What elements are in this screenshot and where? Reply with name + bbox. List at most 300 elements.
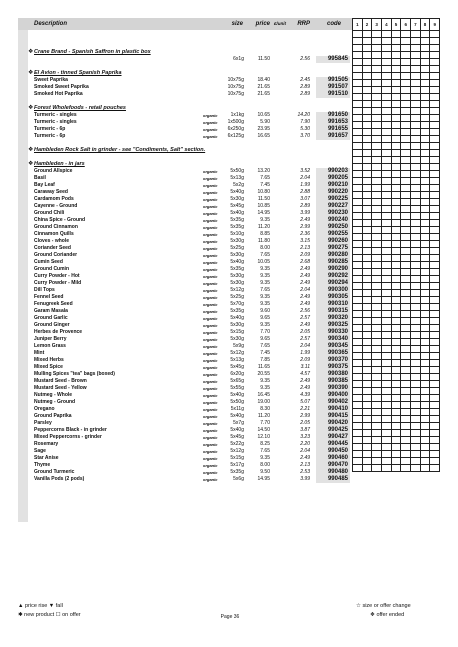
order-quantity-box[interactable] xyxy=(372,458,382,465)
order-quantity-box[interactable] xyxy=(401,157,411,164)
order-quantity-box[interactable] xyxy=(382,38,392,45)
order-quantity-box[interactable] xyxy=(401,31,411,38)
order-quantity-box[interactable] xyxy=(421,430,431,437)
order-quantity-box[interactable] xyxy=(392,80,402,87)
order-quantity-box[interactable] xyxy=(363,220,373,227)
order-quantity-box[interactable] xyxy=(392,87,402,94)
order-quantity-box[interactable] xyxy=(392,66,402,73)
order-quantity-box[interactable] xyxy=(363,178,373,185)
order-quantity-box[interactable] xyxy=(411,150,421,157)
order-quantity-box[interactable] xyxy=(392,73,402,80)
order-quantity-box[interactable] xyxy=(392,59,402,66)
order-quantity-box[interactable] xyxy=(372,52,382,59)
order-quantity-box[interactable] xyxy=(363,290,373,297)
order-quantity-box[interactable] xyxy=(382,150,392,157)
order-quantity-box[interactable] xyxy=(430,262,440,269)
order-quantity-box[interactable] xyxy=(372,192,382,199)
order-quantity-box[interactable] xyxy=(382,416,392,423)
order-quantity-box[interactable] xyxy=(382,101,392,108)
order-quantity-box[interactable] xyxy=(392,206,402,213)
order-quantity-box[interactable] xyxy=(392,52,402,59)
order-quantity-box[interactable] xyxy=(382,115,392,122)
order-quantity-box[interactable] xyxy=(421,276,431,283)
order-quantity-box[interactable] xyxy=(372,185,382,192)
order-quantity-box[interactable] xyxy=(411,465,421,472)
order-quantity-box[interactable] xyxy=(392,367,402,374)
order-quantity-box[interactable] xyxy=(363,255,373,262)
order-quantity-box[interactable] xyxy=(382,178,392,185)
order-quantity-box[interactable] xyxy=(401,52,411,59)
order-quantity-box[interactable] xyxy=(392,388,402,395)
order-quantity-box[interactable] xyxy=(421,192,431,199)
order-quantity-box[interactable] xyxy=(411,80,421,87)
order-quantity-box[interactable] xyxy=(382,94,392,101)
order-quantity-box[interactable] xyxy=(382,465,392,472)
order-quantity-box[interactable] xyxy=(401,234,411,241)
order-quantity-box[interactable] xyxy=(401,388,411,395)
order-quantity-box[interactable] xyxy=(421,227,431,234)
order-quantity-box[interactable] xyxy=(363,52,373,59)
order-quantity-box[interactable] xyxy=(430,381,440,388)
order-quantity-box[interactable] xyxy=(411,185,421,192)
order-quantity-box[interactable] xyxy=(372,101,382,108)
order-quantity-box[interactable] xyxy=(363,430,373,437)
order-quantity-box[interactable] xyxy=(411,87,421,94)
order-quantity-box[interactable] xyxy=(363,381,373,388)
order-quantity-box[interactable] xyxy=(401,290,411,297)
order-quantity-box[interactable] xyxy=(392,248,402,255)
order-quantity-box[interactable] xyxy=(411,157,421,164)
order-quantity-box[interactable] xyxy=(401,255,411,262)
order-quantity-box[interactable] xyxy=(421,283,431,290)
order-quantity-box[interactable] xyxy=(411,276,421,283)
order-quantity-box[interactable] xyxy=(430,59,440,66)
order-quantity-box[interactable] xyxy=(363,108,373,115)
order-quantity-box[interactable] xyxy=(382,311,392,318)
order-quantity-box[interactable] xyxy=(411,444,421,451)
order-quantity-box[interactable] xyxy=(411,213,421,220)
order-quantity-box[interactable] xyxy=(421,38,431,45)
order-quantity-box[interactable] xyxy=(421,353,431,360)
order-quantity-box[interactable] xyxy=(411,332,421,339)
order-quantity-box[interactable] xyxy=(411,409,421,416)
order-quantity-box[interactable] xyxy=(411,339,421,346)
order-quantity-box[interactable] xyxy=(382,360,392,367)
order-quantity-box[interactable] xyxy=(392,31,402,38)
order-quantity-box[interactable] xyxy=(382,423,392,430)
order-quantity-box[interactable] xyxy=(411,360,421,367)
order-quantity-box[interactable] xyxy=(372,108,382,115)
order-quantity-box[interactable] xyxy=(430,38,440,45)
order-quantity-box[interactable] xyxy=(411,255,421,262)
order-quantity-box[interactable] xyxy=(401,395,411,402)
order-quantity-box[interactable] xyxy=(430,192,440,199)
order-quantity-box[interactable] xyxy=(401,409,411,416)
order-quantity-box[interactable] xyxy=(421,241,431,248)
order-quantity-box[interactable] xyxy=(411,31,421,38)
order-quantity-box[interactable] xyxy=(372,73,382,80)
order-quantity-box[interactable] xyxy=(401,451,411,458)
order-quantity-box[interactable] xyxy=(372,213,382,220)
order-quantity-box[interactable] xyxy=(372,164,382,171)
order-quantity-box[interactable] xyxy=(430,416,440,423)
order-quantity-box[interactable] xyxy=(421,122,431,129)
order-quantity-box[interactable] xyxy=(411,423,421,430)
order-quantity-box[interactable] xyxy=(392,178,402,185)
order-quantity-box[interactable] xyxy=(421,451,431,458)
order-quantity-box[interactable] xyxy=(401,339,411,346)
order-quantity-box[interactable] xyxy=(421,185,431,192)
order-quantity-box[interactable] xyxy=(372,332,382,339)
order-quantity-box[interactable] xyxy=(421,199,431,206)
order-quantity-box[interactable] xyxy=(421,80,431,87)
order-quantity-box[interactable] xyxy=(392,45,402,52)
order-quantity-box[interactable] xyxy=(392,381,402,388)
order-quantity-box[interactable] xyxy=(382,346,392,353)
order-quantity-box[interactable] xyxy=(411,248,421,255)
order-quantity-box[interactable] xyxy=(382,122,392,129)
order-quantity-box[interactable] xyxy=(430,157,440,164)
order-quantity-box[interactable] xyxy=(363,87,373,94)
order-quantity-box[interactable] xyxy=(401,318,411,325)
order-quantity-box[interactable] xyxy=(421,416,431,423)
order-quantity-box[interactable] xyxy=(421,360,431,367)
order-quantity-box[interactable] xyxy=(411,269,421,276)
order-quantity-box[interactable] xyxy=(382,136,392,143)
order-quantity-box[interactable] xyxy=(363,276,373,283)
order-quantity-box[interactable] xyxy=(372,136,382,143)
order-quantity-box[interactable] xyxy=(382,353,392,360)
order-quantity-box[interactable] xyxy=(430,444,440,451)
order-quantity-box[interactable] xyxy=(392,269,402,276)
order-quantity-box[interactable] xyxy=(411,262,421,269)
order-quantity-box[interactable] xyxy=(363,374,373,381)
order-quantity-box[interactable] xyxy=(363,31,373,38)
order-quantity-box[interactable] xyxy=(392,444,402,451)
order-quantity-box[interactable] xyxy=(401,115,411,122)
order-quantity-box[interactable] xyxy=(411,101,421,108)
order-quantity-box[interactable] xyxy=(372,199,382,206)
order-quantity-box[interactable] xyxy=(421,164,431,171)
order-quantity-box[interactable] xyxy=(421,73,431,80)
order-quantity-box[interactable] xyxy=(382,409,392,416)
order-quantity-box[interactable] xyxy=(363,409,373,416)
order-quantity-box[interactable] xyxy=(401,101,411,108)
order-quantity-box[interactable] xyxy=(372,129,382,136)
order-quantity-box[interactable] xyxy=(401,150,411,157)
order-quantity-box[interactable] xyxy=(372,115,382,122)
order-quantity-box[interactable] xyxy=(363,38,373,45)
order-quantity-box[interactable] xyxy=(421,255,431,262)
order-quantity-box[interactable] xyxy=(392,122,402,129)
order-quantity-box[interactable] xyxy=(430,283,440,290)
order-quantity-box[interactable] xyxy=(382,241,392,248)
order-quantity-box[interactable] xyxy=(382,66,392,73)
order-quantity-box[interactable] xyxy=(401,346,411,353)
order-quantity-box[interactable] xyxy=(421,465,431,472)
order-quantity-box[interactable] xyxy=(411,458,421,465)
order-quantity-box[interactable] xyxy=(421,108,431,115)
order-quantity-box[interactable] xyxy=(411,45,421,52)
order-quantity-box[interactable] xyxy=(392,423,402,430)
order-quantity-box[interactable] xyxy=(392,353,402,360)
order-quantity-box[interactable] xyxy=(430,115,440,122)
order-quantity-box[interactable] xyxy=(363,66,373,73)
order-quantity-box[interactable] xyxy=(430,430,440,437)
order-quantity-box[interactable] xyxy=(401,262,411,269)
order-quantity-box[interactable] xyxy=(430,199,440,206)
order-quantity-box[interactable] xyxy=(430,346,440,353)
order-quantity-box[interactable] xyxy=(401,402,411,409)
order-quantity-box[interactable] xyxy=(411,451,421,458)
order-quantity-box[interactable] xyxy=(363,115,373,122)
order-quantity-box[interactable] xyxy=(430,465,440,472)
order-quantity-box[interactable] xyxy=(363,395,373,402)
order-quantity-box[interactable] xyxy=(363,465,373,472)
order-quantity-box[interactable] xyxy=(372,171,382,178)
order-quantity-box[interactable] xyxy=(430,213,440,220)
order-quantity-box[interactable] xyxy=(382,325,392,332)
order-quantity-box[interactable] xyxy=(382,206,392,213)
order-quantity-box[interactable] xyxy=(421,458,431,465)
order-quantity-box[interactable] xyxy=(421,381,431,388)
order-quantity-box[interactable] xyxy=(363,402,373,409)
order-quantity-box[interactable] xyxy=(430,94,440,101)
order-quantity-box[interactable] xyxy=(363,346,373,353)
order-quantity-box[interactable] xyxy=(382,374,392,381)
order-quantity-box[interactable] xyxy=(401,94,411,101)
order-quantity-box[interactable] xyxy=(421,297,431,304)
order-quantity-box[interactable] xyxy=(401,66,411,73)
order-quantity-box[interactable] xyxy=(430,339,440,346)
order-quantity-box[interactable] xyxy=(363,444,373,451)
order-quantity-box[interactable] xyxy=(363,458,373,465)
order-quantity-box[interactable] xyxy=(372,374,382,381)
order-quantity-box[interactable] xyxy=(392,136,402,143)
order-quantity-box[interactable] xyxy=(421,290,431,297)
order-quantity-box[interactable] xyxy=(401,465,411,472)
order-quantity-box[interactable] xyxy=(372,262,382,269)
order-quantity-box[interactable] xyxy=(392,451,402,458)
order-quantity-box[interactable] xyxy=(392,437,402,444)
order-quantity-box[interactable] xyxy=(372,318,382,325)
order-quantity-box[interactable] xyxy=(421,395,431,402)
order-quantity-box[interactable] xyxy=(372,423,382,430)
order-quantity-box[interactable] xyxy=(372,122,382,129)
order-quantity-box[interactable] xyxy=(411,234,421,241)
order-quantity-box[interactable] xyxy=(430,234,440,241)
order-quantity-box[interactable] xyxy=(382,73,392,80)
order-quantity-box[interactable] xyxy=(411,346,421,353)
order-quantity-box[interactable] xyxy=(382,262,392,269)
order-quantity-box[interactable] xyxy=(430,171,440,178)
order-quantity-box[interactable] xyxy=(411,38,421,45)
order-quantity-box[interactable] xyxy=(430,360,440,367)
order-quantity-box[interactable] xyxy=(421,171,431,178)
order-quantity-box[interactable] xyxy=(401,325,411,332)
order-quantity-box[interactable] xyxy=(421,136,431,143)
order-quantity-box[interactable] xyxy=(401,185,411,192)
order-quantity-box[interactable] xyxy=(363,59,373,66)
order-quantity-box[interactable] xyxy=(421,129,431,136)
order-quantity-box[interactable] xyxy=(382,381,392,388)
order-quantity-box[interactable] xyxy=(363,388,373,395)
order-quantity-box[interactable] xyxy=(430,353,440,360)
order-quantity-box[interactable] xyxy=(421,332,431,339)
order-quantity-box[interactable] xyxy=(372,304,382,311)
order-quantity-box[interactable] xyxy=(392,192,402,199)
order-quantity-box[interactable] xyxy=(363,283,373,290)
order-quantity-box[interactable] xyxy=(430,269,440,276)
order-quantity-box[interactable] xyxy=(421,143,431,150)
order-quantity-box[interactable] xyxy=(411,318,421,325)
order-quantity-box[interactable] xyxy=(372,143,382,150)
order-quantity-box[interactable] xyxy=(401,38,411,45)
order-quantity-box[interactable] xyxy=(392,101,402,108)
order-quantity-box[interactable] xyxy=(392,150,402,157)
order-quantity-box[interactable] xyxy=(421,423,431,430)
order-quantity-box[interactable] xyxy=(430,241,440,248)
order-quantity-box[interactable] xyxy=(392,234,402,241)
order-quantity-box[interactable] xyxy=(421,402,431,409)
order-quantity-box[interactable] xyxy=(430,66,440,73)
order-quantity-box[interactable] xyxy=(392,430,402,437)
order-quantity-box[interactable] xyxy=(372,31,382,38)
order-quantity-box[interactable] xyxy=(382,199,392,206)
order-quantity-box[interactable] xyxy=(430,311,440,318)
order-quantity-box[interactable] xyxy=(372,66,382,73)
order-quantity-box[interactable] xyxy=(392,108,402,115)
order-quantity-box[interactable] xyxy=(382,290,392,297)
order-quantity-box[interactable] xyxy=(421,304,431,311)
order-quantity-box[interactable] xyxy=(363,136,373,143)
order-quantity-box[interactable] xyxy=(421,115,431,122)
order-quantity-box[interactable] xyxy=(363,101,373,108)
order-quantity-box[interactable] xyxy=(430,276,440,283)
order-quantity-box[interactable] xyxy=(372,80,382,87)
order-quantity-box[interactable] xyxy=(392,38,402,45)
order-quantity-box[interactable] xyxy=(401,381,411,388)
order-quantity-box[interactable] xyxy=(411,241,421,248)
order-quantity-box[interactable] xyxy=(392,332,402,339)
order-quantity-box[interactable] xyxy=(411,206,421,213)
order-quantity-box[interactable] xyxy=(363,367,373,374)
order-quantity-box[interactable] xyxy=(382,402,392,409)
order-quantity-box[interactable] xyxy=(363,171,373,178)
order-quantity-box[interactable] xyxy=(421,45,431,52)
order-quantity-box[interactable] xyxy=(421,311,431,318)
order-quantity-box[interactable] xyxy=(392,276,402,283)
order-quantity-box[interactable] xyxy=(401,73,411,80)
order-quantity-box[interactable] xyxy=(411,304,421,311)
order-quantity-box[interactable] xyxy=(430,388,440,395)
order-quantity-box[interactable] xyxy=(401,276,411,283)
order-quantity-box[interactable] xyxy=(382,276,392,283)
order-quantity-box[interactable] xyxy=(430,402,440,409)
order-quantity-box[interactable] xyxy=(421,444,431,451)
order-quantity-box[interactable] xyxy=(411,73,421,80)
order-quantity-box[interactable] xyxy=(411,108,421,115)
order-quantity-box[interactable] xyxy=(372,38,382,45)
order-quantity-box[interactable] xyxy=(382,192,392,199)
order-quantity-box[interactable] xyxy=(372,367,382,374)
order-quantity-box[interactable] xyxy=(401,143,411,150)
order-quantity-box[interactable] xyxy=(430,451,440,458)
order-quantity-box[interactable] xyxy=(411,52,421,59)
order-quantity-box[interactable] xyxy=(392,297,402,304)
order-quantity-box[interactable] xyxy=(392,360,402,367)
order-quantity-box[interactable] xyxy=(430,374,440,381)
order-quantity-box[interactable] xyxy=(421,409,431,416)
order-quantity-box[interactable] xyxy=(363,157,373,164)
order-quantity-box[interactable] xyxy=(372,290,382,297)
order-quantity-box[interactable] xyxy=(363,353,373,360)
order-quantity-box[interactable] xyxy=(411,199,421,206)
order-quantity-box[interactable] xyxy=(363,423,373,430)
order-quantity-box[interactable] xyxy=(430,227,440,234)
order-quantity-box[interactable] xyxy=(363,94,373,101)
order-quantity-box[interactable] xyxy=(372,451,382,458)
order-quantity-box[interactable] xyxy=(372,87,382,94)
order-quantity-box[interactable] xyxy=(401,80,411,87)
order-quantity-box[interactable] xyxy=(363,227,373,234)
order-quantity-box[interactable] xyxy=(411,192,421,199)
order-quantity-box[interactable] xyxy=(421,178,431,185)
order-quantity-box[interactable] xyxy=(401,178,411,185)
order-quantity-box[interactable] xyxy=(401,45,411,52)
order-quantity-box[interactable] xyxy=(411,66,421,73)
order-quantity-box[interactable] xyxy=(430,318,440,325)
order-quantity-box[interactable] xyxy=(372,402,382,409)
order-quantity-box[interactable] xyxy=(363,143,373,150)
order-quantity-box[interactable] xyxy=(430,150,440,157)
order-quantity-box[interactable] xyxy=(401,171,411,178)
order-quantity-box[interactable] xyxy=(363,206,373,213)
order-quantity-box[interactable] xyxy=(411,178,421,185)
order-quantity-box[interactable] xyxy=(411,367,421,374)
order-quantity-box[interactable] xyxy=(382,234,392,241)
order-quantity-box[interactable] xyxy=(421,101,431,108)
order-quantity-box[interactable] xyxy=(430,31,440,38)
order-quantity-box[interactable] xyxy=(430,290,440,297)
order-quantity-box[interactable] xyxy=(372,409,382,416)
order-quantity-box[interactable] xyxy=(421,66,431,73)
order-quantity-box[interactable] xyxy=(421,269,431,276)
order-quantity-box[interactable] xyxy=(382,437,392,444)
order-quantity-box[interactable] xyxy=(430,52,440,59)
order-quantity-box[interactable] xyxy=(363,185,373,192)
order-quantity-box[interactable] xyxy=(401,458,411,465)
order-quantity-box[interactable] xyxy=(411,220,421,227)
order-quantity-box[interactable] xyxy=(382,444,392,451)
order-quantity-box[interactable] xyxy=(411,129,421,136)
order-quantity-box[interactable] xyxy=(411,325,421,332)
order-quantity-box[interactable] xyxy=(401,416,411,423)
order-quantity-box[interactable] xyxy=(382,458,392,465)
order-quantity-box[interactable] xyxy=(430,108,440,115)
order-quantity-box[interactable] xyxy=(372,59,382,66)
order-quantity-box[interactable] xyxy=(392,416,402,423)
order-quantity-box[interactable] xyxy=(382,87,392,94)
order-quantity-box[interactable] xyxy=(430,164,440,171)
order-quantity-box[interactable] xyxy=(382,143,392,150)
order-quantity-box[interactable] xyxy=(392,395,402,402)
order-quantity-box[interactable] xyxy=(363,248,373,255)
order-quantity-box[interactable] xyxy=(392,325,402,332)
order-quantity-box[interactable] xyxy=(372,381,382,388)
order-quantity-box[interactable] xyxy=(430,45,440,52)
order-quantity-box[interactable] xyxy=(401,108,411,115)
